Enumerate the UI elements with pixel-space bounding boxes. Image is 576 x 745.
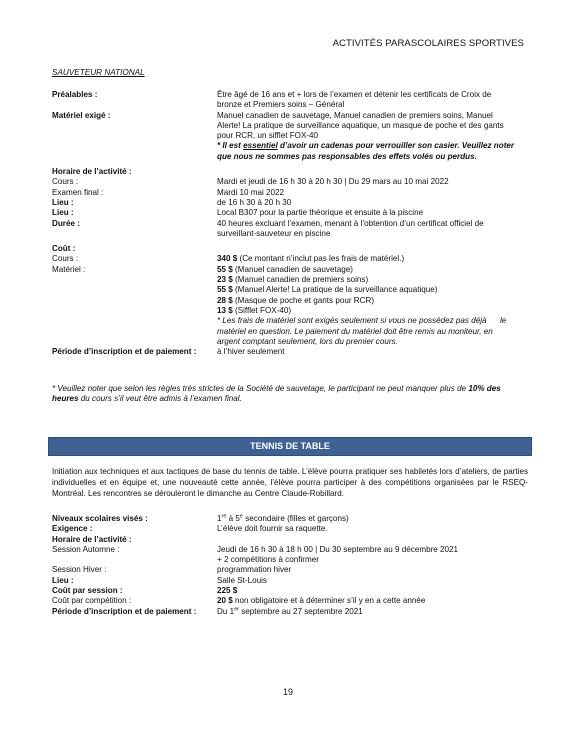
- cout-row: [52, 244, 528, 254]
- lieu3-label: Lieu :: [52, 575, 74, 585]
- materiel-cout-row: [52, 265, 528, 347]
- periode2-label: Période d’inscription et de paiement :: [52, 606, 197, 616]
- hiver-value: programmation hiver: [217, 565, 292, 575]
- cout-session-value: 225 $: [217, 586, 238, 596]
- lieu-value: de 16 h 30 à 20 h 30: [217, 197, 292, 207]
- horaire2-label: Horaire de l’activité :: [52, 534, 132, 544]
- materiel-label: Matériel exigé :: [52, 110, 111, 120]
- materiel-item: 55 $ (Manuel Alerte! La pratique de la surveillance aquatique): [217, 285, 438, 295]
- duree-row: [52, 219, 528, 240]
- cours-cout-label: Cours :: [52, 254, 79, 264]
- niveaux-row: [52, 514, 528, 524]
- cout-comp-row: [52, 596, 528, 606]
- periode2-value: Du 1er septembre au 27 septembre 2021: [217, 605, 363, 616]
- prealables-row: [52, 90, 528, 111]
- absence-note: * Veuillez noter que selon les règles très strictes de la Société de sauvetage, le participant ne peut manquer plus de 10% des heures du cours s’il veut être admis à l’examen final.: [52, 384, 501, 404]
- automne-value: Jeudi de 16 h 30 à 18 h 00 | Du 30 septembre au 9 décembre 2021 + 2 compétitions à confirmer: [217, 544, 459, 565]
- periode-row: [52, 347, 528, 357]
- cout-session-row: [52, 586, 528, 596]
- exigence-row: [52, 524, 528, 534]
- lieu2-value: Local B307 pour la partie théorique et ensuite à la piscine: [217, 208, 424, 218]
- examen-row: [52, 188, 528, 198]
- materiel-cout-label: Matériel :: [52, 264, 86, 274]
- lieu3-value: Salle St-Louis: [217, 575, 267, 585]
- section-title-sauveteur: SAUVETEUR NATIONAL: [52, 68, 145, 77]
- horaire2-row: [52, 535, 528, 545]
- materiel-value: Manuel canadien de sauvetage, Manuel canadien de premiers soins, Manuel Alerte! La pratique de surveillance aquatique, un masque de poche et des gants pour RCR, un sifflet FOX-40 * Il est essentiel d’avoir un cadenas pour verrouiller son casier. Veuillez noter que nous ne sommes pas responsables des effets volés ou perdus.: [217, 110, 515, 161]
- cout-comp-value: 20 $ non obligatoire et à déterminer s’il y en a cette année: [217, 596, 426, 606]
- examen-value: Mardi 10 mai 2022: [217, 187, 285, 197]
- materiel-item: 28 $ (Masque de poche et gants pour RCR): [217, 295, 375, 305]
- lieu-label: Lieu :: [52, 197, 74, 207]
- cours-value: Mardi et jeudi de 16 h 30 à 20 h 30 | Du 29 mars au 10 mai 2022: [217, 177, 449, 187]
- lieu2-label: Lieu :: [52, 208, 74, 218]
- automne-label: Session Automne :: [52, 544, 120, 554]
- tennis-banner: TENNIS DE TABLE: [48, 437, 532, 456]
- materiel-cout-list: [217, 265, 528, 347]
- sauveteur-details: [52, 90, 528, 357]
- exigence-value: L’élève doit fournir sa raquette.: [217, 524, 328, 534]
- niveaux-label: Niveaux scolaires visés :: [52, 514, 148, 523]
- tennis-intro: Initiation aux techniques et aux tactiques de base du tennis de table. L’élève pourra pratiquer ses habiletés lors d’ateliers, de parties individuelles et en équipe et, une nouveauté cette année, l’élève pourra participer à des compétitions organisées par le RSEQ-Montréal. Les rencontres se dérouleront le dimanche au Centre Claude-Robillard.: [52, 467, 528, 498]
- materiel-row: [52, 111, 528, 162]
- page-number: 19: [282, 687, 293, 697]
- periode-value: à l’hiver seulement: [217, 347, 285, 357]
- cout-comp-label: Coût par compétition :: [52, 596, 132, 606]
- lieu-row: [52, 198, 528, 208]
- niveaux-value: 1re à 5e secondaire (filles et garçons): [217, 513, 349, 523]
- periode2-row: [52, 607, 528, 617]
- horaire-row: [52, 167, 528, 177]
- prealables-value: Être âgé de 16 ans et + lors de l’examen et détenir les certificats de Croix de bronze et Premiers soins – Général: [217, 90, 492, 110]
- duree-label: Durée :: [52, 218, 80, 228]
- automne-row: [52, 545, 528, 566]
- lieu3-row: [52, 576, 528, 586]
- hiver-row: [52, 565, 528, 575]
- lieu2-row: [52, 208, 528, 218]
- cout-label: Coût :: [52, 244, 76, 254]
- materiel-item: 13 $ (Sifflet FOX-40): [217, 305, 292, 315]
- cout-session-label: Coût par session :: [52, 586, 123, 596]
- exigence-label: Exigence :: [52, 524, 93, 534]
- cours-label: Cours :: [52, 177, 79, 187]
- page-header: ACTIVITÉS PARASCOLAIRES SPORTIVES: [332, 38, 524, 49]
- materiel-item: 55 $ (Manuel canadien de sauvetage): [217, 264, 353, 274]
- cours-row: [52, 177, 528, 187]
- duree-value: 40 heures excluant l’examen, menant à l’obtention d’un certificat officiel de surveillant-sauveteur en piscine: [217, 218, 484, 238]
- periode-label: Période d’inscription et de paiement :: [52, 347, 197, 357]
- cours-cout-value: 340 $ (Ce montant n’inclut pas les frais de matériel.): [217, 254, 405, 264]
- hiver-label: Session Hiver :: [52, 565, 107, 575]
- tennis-details: [52, 514, 528, 617]
- horaire-label: Horaire de l’activité :: [52, 167, 132, 177]
- cours-cout-row: [52, 254, 528, 264]
- cadenas-note: * Il est essentiel d’avoir un cadenas pour verrouiller son casier. Veuillez noter que nous ne sommes pas responsables des effets volés ou perdus.: [217, 141, 515, 161]
- prealables-label: Préalables :: [52, 90, 98, 99]
- frais-note: * Les frais de matériel sont exigés seulement si vous ne possédez pas déjà le matériel en question. Le paiement du matériel doit être remis au moniteur, en argent comptant seulement, lors du premier cours.: [217, 316, 507, 346]
- examen-label: Examen final :: [52, 187, 104, 197]
- materiel-item: 23 $ (Manuel canadien de premiers soins): [217, 275, 369, 285]
